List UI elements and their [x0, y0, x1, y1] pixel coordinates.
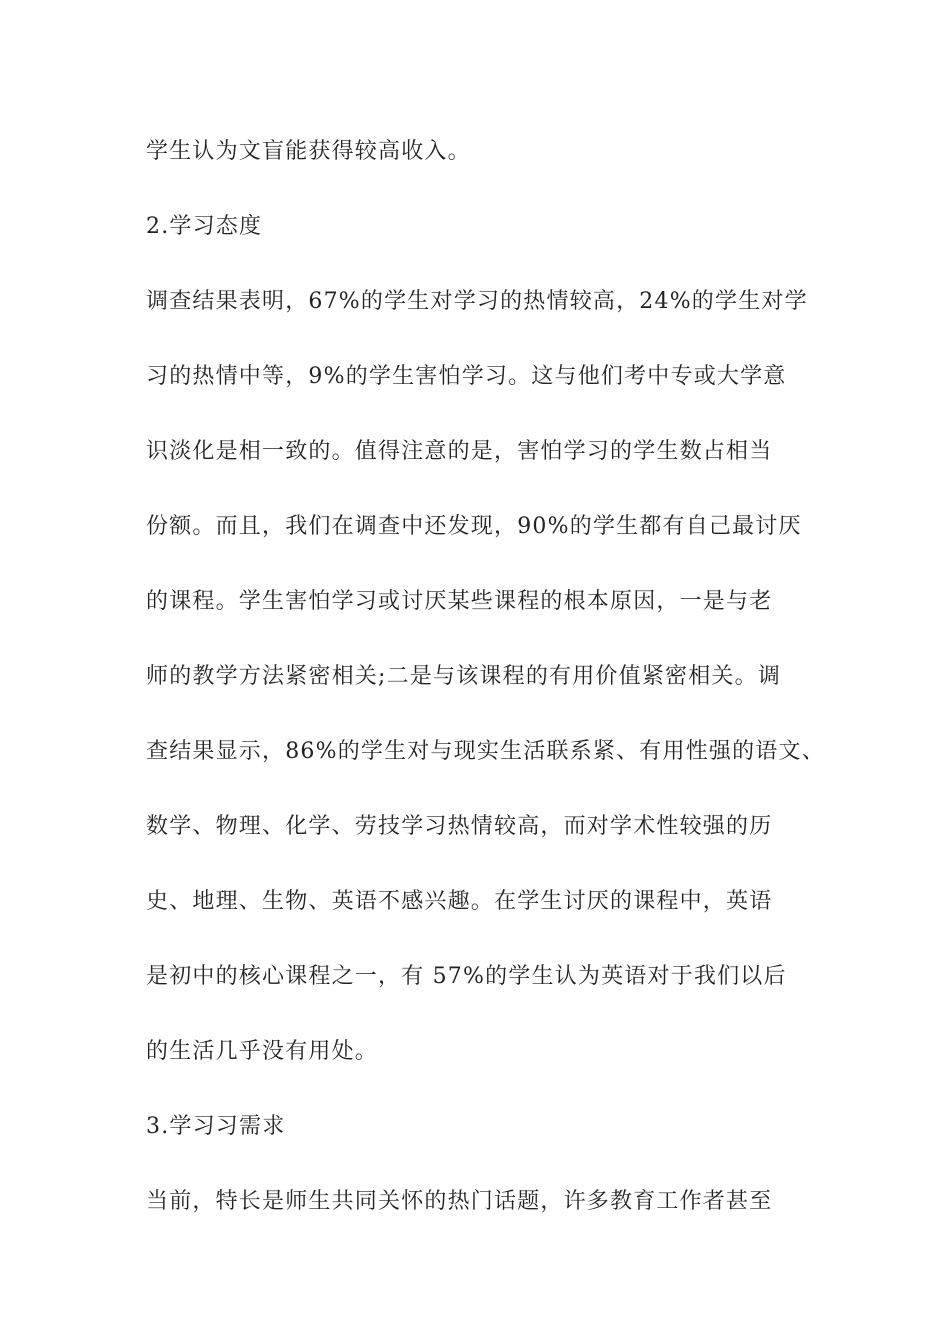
paragraph-line: 识淡化是相一致的。值得注意的是，害怕学习的学生数占相当	[146, 439, 773, 464]
paragraph-line: 查结果显示，86%的学生对与现实生活联系紧、有用性强的语文、	[146, 739, 825, 764]
paragraph-line: 份额。而且，我们在调查中还发现，90%的学生都有自己最讨厌	[146, 514, 802, 539]
paragraph-line: 习的热情中等，9%的学生害怕学习。这与他们考中专或大学意	[146, 364, 787, 389]
section-heading: 2.学习态度	[146, 214, 263, 239]
paragraph-line: 师的教学方法紧密相关;二是与该课程的有用价值紧密相关。调	[146, 664, 782, 689]
paragraph-line: 调查结果表明，67%的学生对学习的热情较高，24%的学生对学	[146, 289, 808, 314]
paragraph-line: 史、地理、生物、英语不感兴趣。在学生讨厌的课程中，英语	[146, 889, 773, 914]
paragraph-line: 学生认为文盲能获得较高收入。	[146, 139, 471, 164]
paragraph-line: 数学、物理、化学、劳技学习热情较高，而对学术性较强的历	[146, 814, 773, 839]
paragraph-line: 当前，特长是师生共同关怀的热门话题，许多教育工作者甚至	[146, 1189, 773, 1214]
section-heading: 3.学习习需求	[146, 1114, 286, 1139]
paragraph-line: 的课程。学生害怕学习或讨厌某些课程的根本原因，一是与老	[146, 589, 773, 614]
paragraph-line: 是初中的核心课程之一，有 57%的学生认为英语对于我们以后	[146, 964, 787, 989]
paragraph-line: 的生活几乎没有用处。	[146, 1039, 379, 1064]
